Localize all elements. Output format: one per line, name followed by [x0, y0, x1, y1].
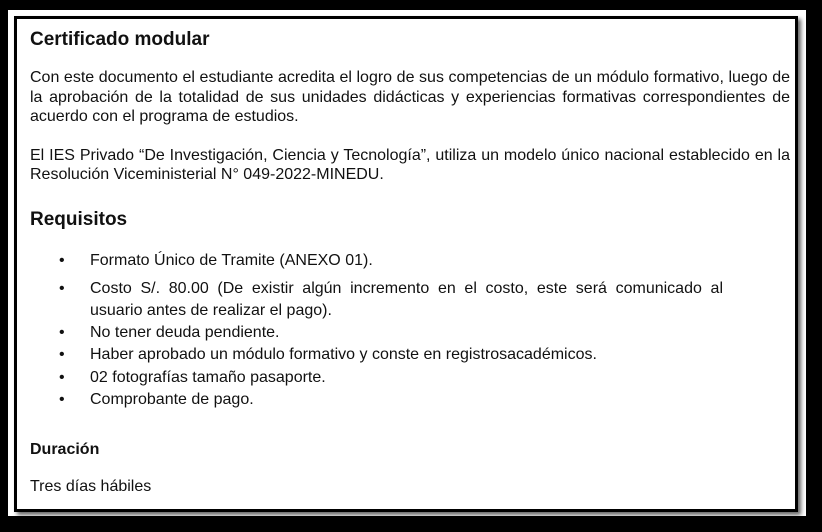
list-item: [30, 367, 723, 390]
section-heading-requisitos: Requisitos: [30, 208, 128, 230]
paragraph-regulation: El IES Privado “De Investigación, Ciencia y Tecnología”, utiliza un modelo único nacional establecido en la Resolución Viceministerial N° 049-2022-MINEDU.: [30, 146, 790, 183]
list-item-text: Formato Único de Tramite (ANEXO 01).: [90, 251, 373, 269]
list-item-text: Costo S/. 80.00 (De existir algún incremento en el costo, este será comunicado al usuario antes de realizar el pago).: [90, 279, 723, 319]
bullet-icon: •: [59, 279, 65, 297]
bullet-icon: •: [59, 368, 65, 386]
list-item-text: 02 fotografías tamaño pasaporte.: [90, 368, 326, 386]
duration-text: Tres días hábiles: [30, 477, 152, 495]
bullet-icon: •: [59, 346, 65, 363]
list-item-text: No tener deuda pendiente.: [90, 323, 280, 341]
list-item: [30, 389, 723, 412]
document-content: [30, 25, 790, 497]
document-page: [14, 16, 798, 512]
section-heading-duracion: Duración: [30, 440, 100, 458]
bullet-icon: •: [59, 323, 65, 341]
bullet-icon: •: [59, 251, 65, 269]
list-item-text: Comprobante de pago.: [90, 391, 254, 408]
list-item-text: Haber aprobado un módulo formativo y conste en registrosacadémicos.: [90, 346, 597, 363]
requirements-list: [30, 250, 723, 412]
section-heading-certificado: Certificado modular: [30, 29, 210, 50]
bullet-icon: •: [59, 391, 65, 408]
list-item: [30, 322, 723, 345]
list-item: [30, 278, 723, 322]
paragraph-description: Con este documento el estudiante acredita el logro de sus competencias de un módulo formativo, luego de la aprobación de la totalidad de sus unidades didácticas y experiencias formativas correspondientes de acuerdo con el programa de estudios.: [30, 69, 790, 125]
list-item: [30, 344, 723, 367]
list-item: [30, 250, 723, 272]
